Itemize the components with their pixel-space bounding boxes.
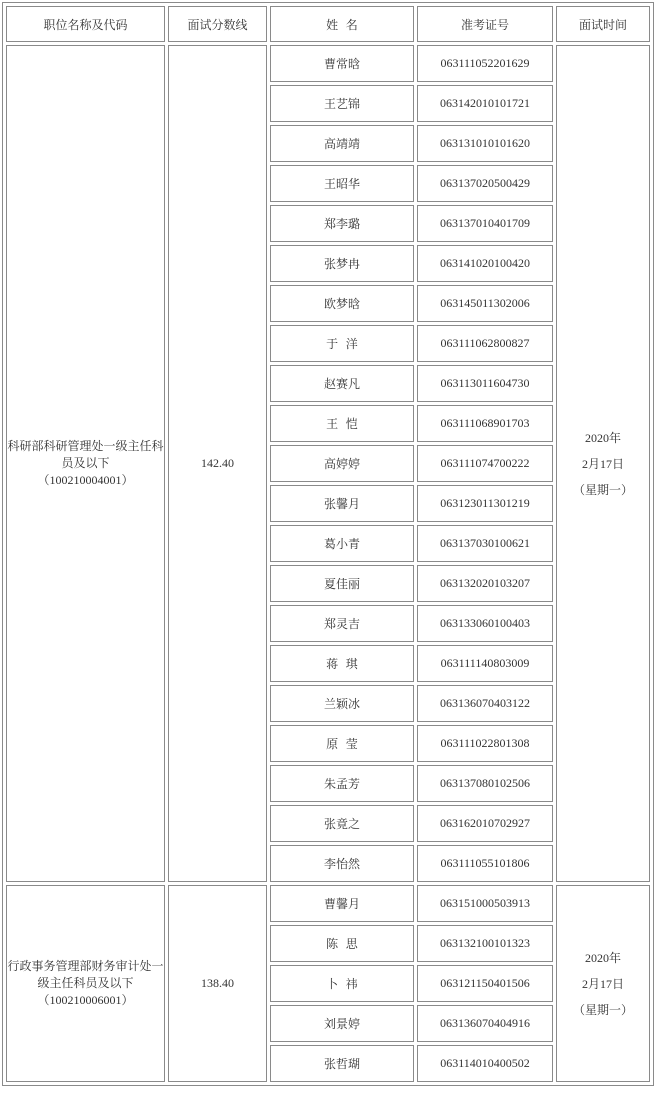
position-code: （100210006001）: [37, 993, 134, 1007]
interview-date: 2月17日: [581, 456, 624, 471]
candidate-name: 王 恺: [270, 405, 414, 442]
interview-date: 2月17日: [581, 976, 624, 991]
interview-time-cell: [556, 885, 650, 1082]
score-line-cell: 138.40: [168, 885, 267, 1082]
exam-id: 063137030100621: [417, 525, 553, 562]
candidate-name: 欧梦晗: [270, 285, 414, 322]
exam-id: 063132100101323: [417, 925, 553, 962]
candidate-name: 张馨月: [270, 485, 414, 522]
exam-id: 063113011604730: [417, 365, 553, 402]
exam-id: 063111140803009: [417, 645, 553, 682]
position-name: 科研部科研管理处一级主任科员及以下: [7, 439, 164, 470]
interview-year: 2020年: [584, 950, 621, 965]
exam-id: 063136070404916: [417, 1005, 553, 1042]
candidate-name: 张哲瑚: [270, 1045, 414, 1082]
exam-id: 063132020103207: [417, 565, 553, 602]
exam-id: 063114010400502: [417, 1045, 553, 1082]
interview-list-table: [2, 2, 654, 1086]
candidate-name: 赵赛凡: [270, 365, 414, 402]
exam-id: 063111074700222: [417, 445, 553, 482]
exam-id: 063151000503913: [417, 885, 553, 922]
table-row: [6, 885, 650, 922]
exam-id: 063145011302006: [417, 285, 553, 322]
score-line-cell: 142.40: [168, 45, 267, 882]
exam-id: 063111052201629: [417, 45, 553, 82]
candidate-name: 原 莹: [270, 725, 414, 762]
exam-id: 063121150401506: [417, 965, 553, 1002]
header-exam-id: 准考证号: [417, 6, 553, 42]
exam-id: 063111022801308: [417, 725, 553, 762]
exam-id: 063136070403122: [417, 685, 553, 722]
exam-id: 063142010101721: [417, 85, 553, 122]
candidate-name: 夏佳丽: [270, 565, 414, 602]
interview-weekday: （星期一）: [572, 1002, 633, 1017]
candidate-name: 郑灵吉: [270, 605, 414, 642]
exam-id: 063131010101620: [417, 125, 553, 162]
candidate-name: 兰颖冰: [270, 685, 414, 722]
candidate-name: 王昭华: [270, 165, 414, 202]
exam-id: 063133060100403: [417, 605, 553, 642]
candidate-name: 张梦冉: [270, 245, 414, 282]
candidate-name: 高靖靖: [270, 125, 414, 162]
header-interview-time: 面试时间: [556, 6, 650, 42]
candidate-name: 郑李璐: [270, 205, 414, 242]
exam-id: 063137020500429: [417, 165, 553, 202]
candidate-name: 高婷婷: [270, 445, 414, 482]
interview-year: 2020年: [584, 430, 621, 445]
exam-id: 063123011301219: [417, 485, 553, 522]
candidate-name: 蒋 琪: [270, 645, 414, 682]
candidate-name: 张竟之: [270, 805, 414, 842]
candidate-name: 李怡然: [270, 845, 414, 882]
header-position: 职位名称及代码: [6, 6, 165, 42]
interview-weekday: （星期一）: [572, 482, 633, 497]
position-code: （100210004001）: [37, 473, 134, 487]
header-score-line: 面试分数线: [168, 6, 267, 42]
exam-id: 063137010401709: [417, 205, 553, 242]
candidate-name: 朱孟芳: [270, 765, 414, 802]
header-name: 姓 名: [270, 6, 414, 42]
candidate-name: 刘景婷: [270, 1005, 414, 1042]
exam-id: 063141020100420: [417, 245, 553, 282]
header-row: [6, 6, 650, 42]
position-cell: [6, 885, 165, 1082]
exam-id: 063137080102506: [417, 765, 553, 802]
candidate-name: 曹常晗: [270, 45, 414, 82]
candidate-name: 于 洋: [270, 325, 414, 362]
exam-id: 063111055101806: [417, 845, 553, 882]
candidate-name: 王艺锦: [270, 85, 414, 122]
candidate-name: 卜 祎: [270, 965, 414, 1002]
candidate-name: 陈 思: [270, 925, 414, 962]
candidate-name: 葛小青: [270, 525, 414, 562]
position-cell: [6, 45, 165, 882]
interview-time-cell: [556, 45, 650, 882]
candidate-name: 曹馨月: [270, 885, 414, 922]
exam-id: 063111068901703: [417, 405, 553, 442]
exam-id: 063111062800827: [417, 325, 553, 362]
exam-id: 063162010702927: [417, 805, 553, 842]
position-name: 行政事务管理部财务审计处一级主任科员及以下: [7, 959, 164, 990]
table-row: [6, 45, 650, 82]
